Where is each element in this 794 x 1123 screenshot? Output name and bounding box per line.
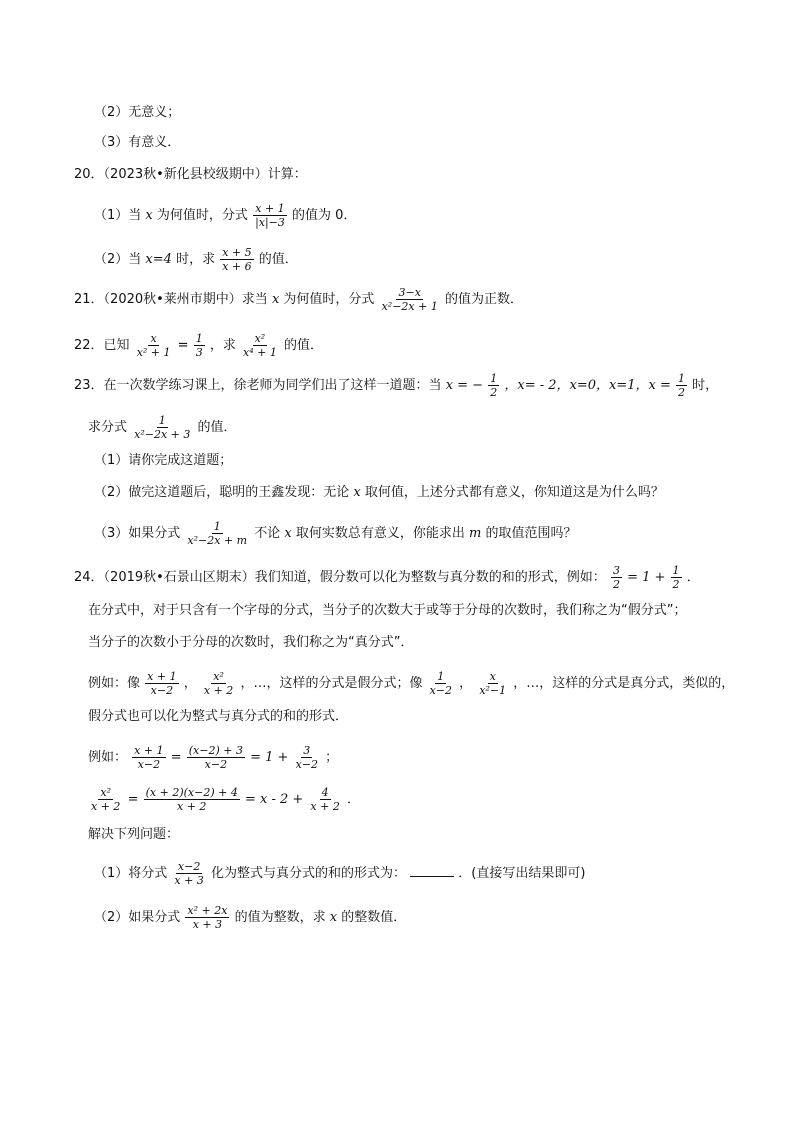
q24-line3: 当分子的次数小于分母的次数时，我们称之为“真分式”．: [88, 635, 414, 650]
numerator: 1: [213, 520, 221, 533]
denominator: x²−2x + m: [187, 534, 248, 547]
text: ．: [686, 570, 700, 585]
numerator: (x + 2)(x−2) + 4: [145, 786, 238, 799]
denominator: 2: [672, 578, 680, 591]
text: 的取值范围吗？: [485, 526, 577, 541]
text: 的值为正数．: [444, 292, 523, 307]
q22: [74, 332, 323, 359]
fraction: [294, 744, 320, 771]
numerator: 1: [437, 670, 445, 683]
fraction: [185, 520, 249, 547]
denominator: x−2: [150, 684, 174, 697]
q23-part2: [94, 484, 664, 502]
text: （1）将分式: [94, 866, 168, 881]
text: （2）如果分式: [94, 910, 181, 925]
fraction: [172, 860, 205, 887]
numerator: x−2: [177, 860, 201, 873]
denominator: x + 2: [91, 800, 121, 813]
numerator: 1: [678, 372, 685, 385]
denominator: 3: [195, 346, 203, 359]
q24-part2: [94, 904, 406, 931]
q20-heading: 20．（2023秋•新化县校级期中）计算：: [74, 167, 307, 182]
q24-line2: 在分式中，对于只含有一个字母的分式，当分子的次数大于或等于分母的次数时，我们称之为“假分式”；: [88, 603, 687, 618]
q21: [74, 286, 523, 313]
fraction: [241, 332, 279, 359]
fraction: [671, 564, 682, 591]
denominator: x−2: [204, 758, 228, 771]
denominator: x + 2: [177, 800, 207, 813]
math-var: x: [271, 292, 280, 307]
text: 24．（2019秋•石景山区期末）我们知道，假分数可以化为整数与真分数的和的形式，例如：: [74, 570, 606, 585]
text: （2）当: [94, 252, 142, 267]
denominator: x²−2x + 3: [134, 428, 191, 441]
fraction: [477, 670, 508, 697]
q24-line1: [74, 564, 700, 591]
fraction: [676, 372, 687, 399]
math: x = −: [445, 378, 484, 393]
q20-part1: [94, 202, 356, 229]
text: ．(直接写出结果即可): [458, 866, 586, 881]
q20-part2: [94, 246, 298, 273]
math: =: [127, 792, 139, 807]
math: = 1 +: [250, 750, 289, 765]
numerator: 3−x: [398, 286, 421, 299]
math: = x - 2 +: [244, 792, 304, 807]
text: 23．在一次数学练习课上，徐老师为同学们出了这样一道题：当: [74, 378, 442, 393]
fraction: [220, 246, 253, 273]
denominator: |x|−3: [255, 216, 285, 229]
denominator: 2: [678, 386, 685, 399]
text: 例如：像: [88, 676, 141, 691]
q24-line4: [88, 670, 734, 697]
math-var: x: [353, 485, 361, 500]
answer-blank: [410, 864, 454, 877]
q24-line8: 解决下列问题：: [88, 827, 180, 842]
denominator: x + 3: [174, 874, 204, 887]
numerator: 3: [303, 744, 311, 757]
text: 的值为 0．: [292, 208, 357, 223]
denominator: x²−1: [479, 684, 507, 697]
text: （3）如果分式: [94, 526, 181, 541]
denominator: x−2: [429, 684, 453, 697]
numerator: (x−2) + 3: [188, 744, 243, 757]
fraction: [253, 202, 287, 229]
denominator: x−2: [137, 758, 161, 771]
numerator: 1: [490, 372, 498, 385]
text: 的值．: [258, 252, 298, 267]
fraction: [187, 744, 245, 771]
denominator: x−2: [295, 758, 319, 771]
text: ．: [346, 792, 360, 807]
numerator: x²: [254, 332, 266, 345]
fraction: [145, 670, 178, 697]
text: ，: [459, 676, 473, 691]
fraction: [132, 414, 192, 441]
denominator: x + 2: [310, 800, 340, 813]
text: ，: [183, 676, 197, 691]
q23-part3: [94, 520, 577, 547]
numerator: x + 1: [134, 744, 164, 757]
math: =: [170, 750, 182, 765]
fraction: [488, 372, 499, 399]
fraction: [380, 286, 440, 313]
q19-part2: （2）无意义；: [94, 105, 181, 120]
text: （2）做完这道题后，聪明的王鑫发现：无论: [94, 485, 350, 500]
denominator: x²−2x + 1: [381, 300, 438, 313]
numerator: 1: [672, 564, 680, 577]
denominator: x⁴ + 1: [243, 346, 277, 359]
fraction: [308, 786, 341, 813]
fraction: [132, 744, 165, 771]
numerator: x: [150, 332, 157, 345]
fraction: [89, 786, 122, 813]
text: 为何值时，分式: [156, 208, 248, 223]
text: 求分式: [88, 420, 128, 435]
denominator: 2: [490, 386, 498, 399]
q24-part1: [94, 860, 585, 887]
denominator: x + 2: [203, 684, 234, 697]
q23-line2: [88, 414, 237, 441]
math-var: m: [469, 526, 482, 541]
numerator: x²: [100, 786, 112, 799]
math-var: x: [145, 208, 153, 223]
text: （1）当: [94, 208, 142, 223]
fraction: [185, 904, 229, 931]
fraction: [611, 564, 622, 591]
denominator: x + 6: [222, 260, 252, 273]
math-cond: x=4: [145, 252, 172, 267]
numerator: x + 5: [222, 246, 252, 259]
text: 的值．: [197, 420, 237, 435]
fraction: [194, 332, 205, 359]
numerator: 1: [195, 332, 203, 345]
text: 取何实数总有意义，你能求出: [295, 526, 465, 541]
text: 的整数值．: [341, 910, 407, 925]
numerator: 3: [612, 564, 620, 577]
q23-part1: （1）请你完成这道题；: [94, 453, 233, 468]
q19-part3: （3）有意义．: [94, 135, 181, 150]
text: 22．已知: [74, 338, 130, 353]
numerator: x + 1: [147, 670, 177, 683]
text: 时，: [692, 378, 719, 393]
numerator: 4: [321, 786, 329, 799]
text: 例如：: [88, 750, 128, 765]
text: ；: [325, 750, 339, 765]
math-var: x: [284, 526, 292, 541]
text: ，…，这样的分式是真分式，类似的，: [513, 676, 735, 691]
numerator: x: [489, 670, 496, 683]
numerator: x²: [213, 670, 224, 683]
fraction: [135, 332, 173, 359]
math: = 1 +: [627, 570, 666, 585]
text: 为何值时，分式: [283, 292, 375, 307]
numerator: 1: [158, 414, 166, 427]
text: 的值为整数，求: [234, 910, 326, 925]
denominator: 2: [612, 578, 620, 591]
fraction: [144, 786, 240, 813]
text: 21．（2020秋•莱州市期中）求当: [74, 292, 268, 307]
denominator: x + 3: [192, 918, 223, 931]
numerator: x + 1: [255, 202, 285, 215]
text: 化为整式与真分式的和的形式为：: [210, 866, 406, 881]
math: ，x= - 2，x=0，x=1，x =: [504, 378, 671, 393]
text: ，求: [209, 338, 236, 353]
numerator: x² + 2x: [187, 904, 228, 917]
math-var: x: [329, 910, 338, 925]
q24-line5: 假分式也可以化为整式与真分式的和的形式．: [88, 709, 349, 724]
text: 时，求: [176, 252, 216, 267]
q23-line1: [74, 372, 718, 399]
text: ，…，这样的分式是假分式；像: [240, 676, 423, 691]
fraction: [428, 670, 454, 697]
q24-line6: [88, 744, 338, 771]
text: 的值．: [283, 338, 323, 353]
q24-line7: [88, 786, 360, 813]
text: 不论: [254, 526, 281, 541]
fraction: [202, 670, 235, 697]
denominator: x² + 1: [136, 346, 171, 359]
equals: =: [177, 338, 189, 353]
text: 取何值，上述分式都有意义，你知道这是为什么吗？: [364, 485, 664, 500]
